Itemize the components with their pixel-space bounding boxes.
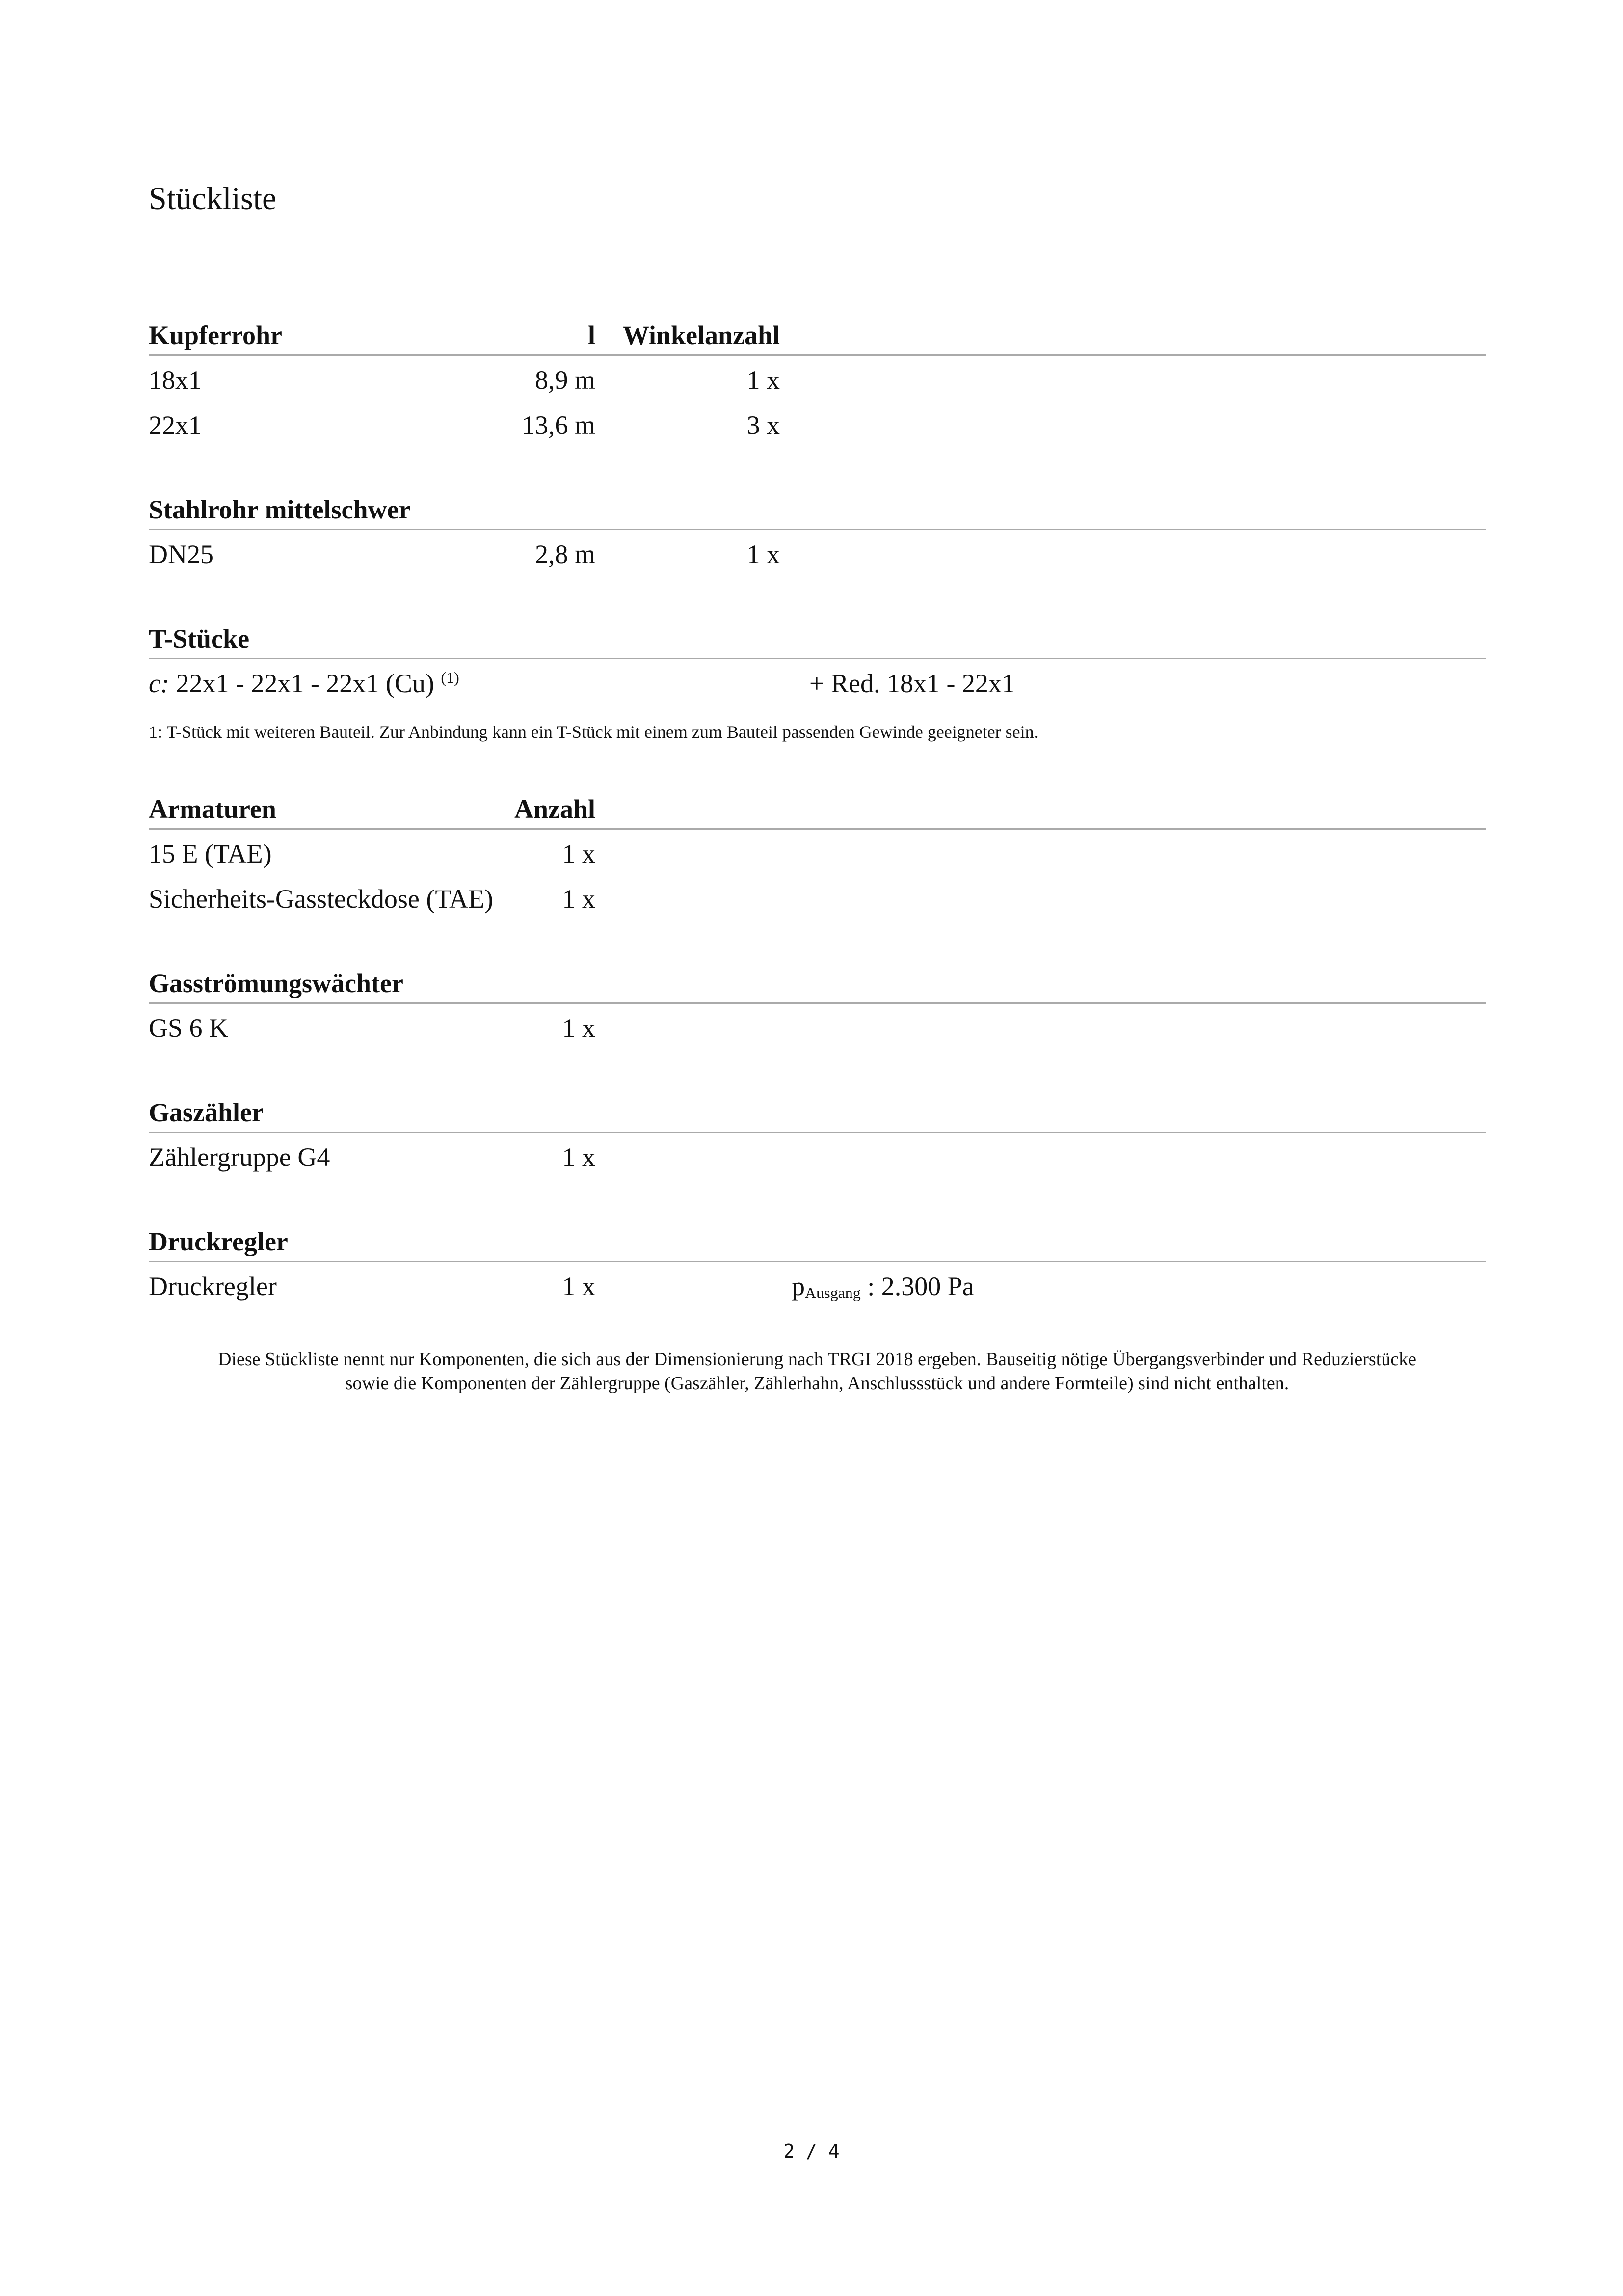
cell-name: DN25 [149,540,213,569]
section-header [149,314,1486,356]
section-header [149,618,1486,659]
cell-pressure [792,1271,974,1302]
cell-length: 2,8 m [534,540,595,569]
pressure-subscript: Ausgang [805,1284,861,1301]
header-name: Kupferrohr [149,321,282,350]
footnote: 1: T-Stück mit weiteren Bauteil. Zur Anbindung kann ein T-Stück mit einem zum Bauteil passenden Gewinde geeigneter sein. [149,722,1038,742]
section-stahlrohr [149,488,1486,575]
header-name: Armaturen [149,794,276,824]
page-title: Stückliste [149,181,277,216]
section-header [149,788,1486,830]
cell-length: 13,6 m [521,410,595,440]
cell-name: Sicherheits-Gassteckdose (TAE) [149,884,493,914]
table-row [149,830,1486,875]
cell-extra: + Red. 18x1 - 22x1 [809,669,1015,698]
disclaimer [149,1348,1486,1396]
cell-count: 1 x [562,884,595,914]
section-kupferrohr [149,314,1486,446]
section-header [149,1220,1486,1262]
cell-name [149,668,459,699]
cell-count: 1 x [562,839,595,868]
cell-length: 8,9 m [534,365,595,395]
cell-name: 22x1 [149,410,202,440]
cell-bends: 3 x [746,410,780,440]
page-number: 2 / 4 [783,2140,840,2162]
table-row [149,659,1486,704]
cell-count: 1 x [562,1142,595,1172]
section-gasstroemungswaechter [149,962,1486,1049]
header-count: Anzahl [514,794,595,824]
cell-name: Zählergruppe G4 [149,1142,330,1172]
cell-bends: 1 x [746,365,780,395]
cell-name: 15 E (TAE) [149,839,272,868]
cell-name: Druckregler [149,1271,277,1301]
disclaimer-line-2: sowie die Komponenten der Zählergruppe (Gaszähler, Zählerhahn, Anschlussstück und andere Formteile) sind nicht enthalten. [345,1373,1289,1394]
table-row [149,401,1486,446]
table-row [149,356,1486,401]
section-header [149,488,1486,530]
section-header [149,1091,1486,1133]
table-row [149,1133,1486,1178]
disclaimer-line-1: Diese Stückliste nennt nur Komponenten, die sich aus der Dimensionierung nach TRGI 2018 ergeben. Bauseitig nötige Übergangsverbinder und Reduzierstücke [218,1349,1416,1370]
section-armaturen [149,788,1486,920]
section-header [149,962,1486,1004]
header-name: T-Stücke [149,624,250,653]
header-name: Gasströmungswächter [149,969,403,998]
table-row [149,530,1486,575]
cell-fitting: 22x1 - 22x1 - 22x1 (Cu) [176,669,434,698]
cell-bends: 1 x [746,540,780,569]
section-druckregler [149,1220,1486,1307]
cell-count: 1 x [562,1013,595,1043]
header-bends: Winkelanzahl [622,321,780,350]
header-name: Stahlrohr mittelschwer [149,495,411,524]
cell-name: GS 6 K [149,1013,229,1043]
table-row [149,1262,1486,1307]
cell-name: 18x1 [149,365,202,395]
section-t-stuecke [149,618,1486,704]
cell-prefix: c: [149,669,169,698]
header-length: l [587,321,595,350]
pressure-symbol: p [792,1271,805,1301]
cell-count: 1 x [562,1271,595,1301]
table-row [149,1004,1486,1049]
section-gaszaehler [149,1091,1486,1178]
header-name: Gaszähler [149,1098,264,1127]
footnote-ref: (1) [441,669,459,686]
header-name: Druckregler [149,1227,288,1256]
pressure-value: : 2.300 Pa [867,1271,974,1301]
table-row [149,875,1486,920]
